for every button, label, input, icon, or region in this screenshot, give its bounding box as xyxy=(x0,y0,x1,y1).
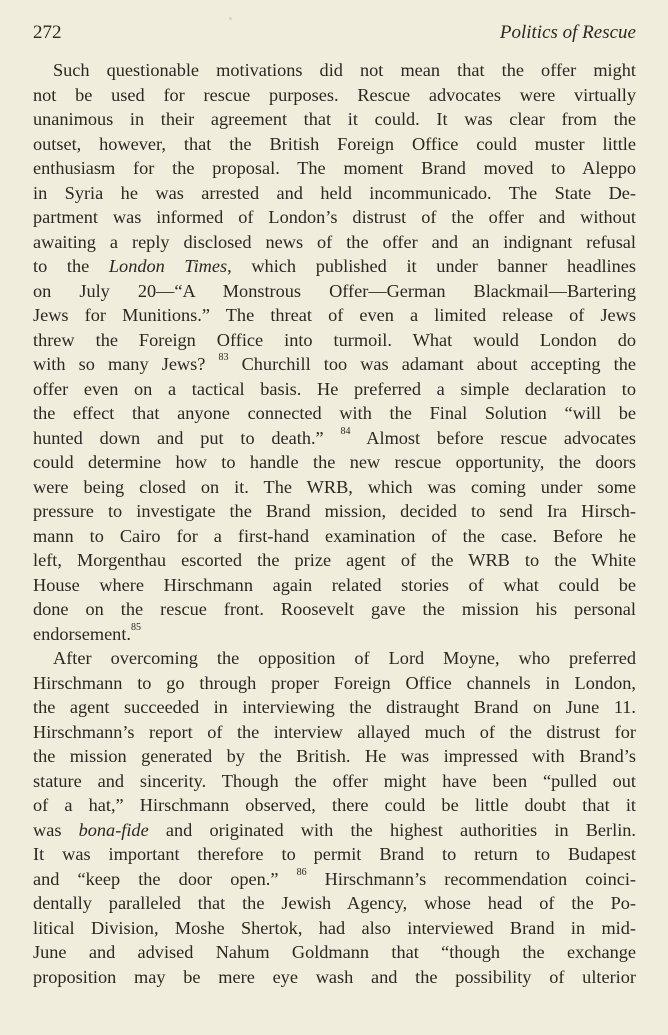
text-run: partment was informed of London’s distrust of the offer and without xyxy=(33,207,636,227)
text-line xyxy=(33,107,636,132)
footnote-ref: 84 xyxy=(340,425,351,437)
text-line xyxy=(33,940,636,965)
text-run: not be used for rescue purposes. Rescue advocates were virtually xyxy=(33,84,636,105)
text-run: outset, however, that the British Foreign Office could muster little xyxy=(33,133,636,154)
text-line xyxy=(33,671,636,696)
text-line xyxy=(33,524,636,549)
text-run: with so many Jews? xyxy=(33,354,219,374)
text-run: , which published it under banner headlines xyxy=(227,256,636,276)
text-line xyxy=(33,377,636,402)
text-run: offer even on a tactical basis. He preferred a simple declaration to xyxy=(33,378,636,399)
text-run: the effect that anyone connected with the Final Solution “will be xyxy=(33,403,636,423)
running-title: Politics of Rescue xyxy=(499,22,636,43)
text-line xyxy=(33,499,636,524)
text-line xyxy=(33,303,636,328)
text-line xyxy=(33,793,636,818)
paragraph xyxy=(33,646,636,989)
text-line xyxy=(33,58,636,83)
text-line xyxy=(33,720,636,745)
text-line xyxy=(33,156,636,181)
text-run: Hirschmann’s recommendation coinci- xyxy=(306,868,636,889)
text-line xyxy=(33,279,636,304)
text-line xyxy=(33,450,636,475)
text-run: in Syria he was arrested and held incommunicado. The State De- xyxy=(33,182,636,203)
text-run: awaiting a reply disclosed news of the offer and an indignant refusal xyxy=(33,231,636,252)
footnote-ref: 85 xyxy=(130,621,141,633)
italic-text: bona-fide xyxy=(78,819,149,840)
text-run: proposition may be mere eye wash and the possibility of ulterior xyxy=(33,966,636,987)
text-run: endorsement. xyxy=(33,623,131,644)
text-line xyxy=(33,254,636,279)
text-run: was xyxy=(33,819,79,840)
text-run: and originated with the highest authorities in Berlin. xyxy=(148,819,636,840)
text-run: pressure to investigate the Brand mission, decided to send Ira Hirsch- xyxy=(33,501,636,521)
text-line xyxy=(33,597,636,622)
text-line xyxy=(33,965,636,990)
text-run: left, Morgenthau escorted the prize agent of the WRB to the White xyxy=(33,550,636,570)
running-head xyxy=(33,18,636,48)
text-line xyxy=(33,132,636,157)
footnote-ref: 83 xyxy=(218,352,229,363)
text-run: unanimous in their agreement that it could. It was clear from the xyxy=(33,109,636,129)
text-run: the mission generated by the British. He was impressed with Brand’s xyxy=(33,746,636,766)
text-line xyxy=(33,916,636,941)
text-line xyxy=(33,352,636,377)
text-line xyxy=(33,622,636,647)
text-line xyxy=(33,744,636,769)
text-run: June and advised Nahum Goldmann that “though the exchange xyxy=(33,942,636,962)
page-number: 272 xyxy=(33,22,62,43)
text-line xyxy=(33,842,636,867)
text-run: threw the Foreign Office into turmoil. What would London do xyxy=(33,329,636,350)
text-line xyxy=(33,573,636,598)
text-run: of a hat,” Hirschmann observed, there could be little doubt that it xyxy=(33,795,636,815)
text-line xyxy=(33,867,636,892)
body-text xyxy=(33,58,636,989)
text-line xyxy=(33,695,636,720)
text-line xyxy=(33,230,636,255)
text-run: Jews for Munitions.” The threat of even a limited release of Jews xyxy=(33,305,636,325)
text-run: After overcoming the opposition of Lord Moyne, who preferred xyxy=(53,648,636,668)
text-line xyxy=(33,548,636,573)
text-line xyxy=(33,426,636,451)
footnote-ref: 86 xyxy=(296,866,307,878)
text-line xyxy=(33,475,636,500)
text-run: stature and sincerity. Though the offer might have been “pulled out xyxy=(33,770,636,791)
text-run: were being closed on it. The WRB, which was coming under some xyxy=(33,476,636,497)
text-run: Almost before rescue advocates xyxy=(350,427,636,448)
text-line xyxy=(33,818,636,843)
text-run: dentally paralleled that the Jewish Agency, whose head of the Po- xyxy=(33,893,636,913)
paragraph xyxy=(33,58,636,646)
text-line xyxy=(33,646,636,671)
text-run: Hirschmann’s report of the interview allayed much of the distrust for xyxy=(33,721,636,742)
text-line xyxy=(33,891,636,916)
text-line xyxy=(33,181,636,206)
text-run: Hirschmann to go through proper Foreign Office channels in London, xyxy=(33,672,636,693)
text-run: could determine how to handle the new rescue opportunity, the doors xyxy=(33,452,636,472)
text-run: enthusiasm for the proposal. The moment Brand moved to Aleppo xyxy=(33,158,636,178)
text-run: and “keep the door open.” xyxy=(33,868,297,889)
text-line xyxy=(33,205,636,230)
italic-text: London Times xyxy=(108,256,228,276)
text-run: House where Hirschmann again related stories of what could be xyxy=(33,574,636,595)
text-run: on July 20—“A Monstrous Offer—German Blackmail—Bartering xyxy=(33,280,636,301)
text-run: Churchill too was adamant about accepting the xyxy=(228,354,636,374)
text-line xyxy=(33,328,636,353)
text-run: It was important therefore to permit Brand to return to Budapest xyxy=(33,844,636,864)
text-line xyxy=(33,83,636,108)
text-run: to the xyxy=(33,256,109,276)
text-line xyxy=(33,769,636,794)
text-line xyxy=(33,401,636,426)
text-run: Such questionable motivations did not mean that the offer might xyxy=(53,60,636,80)
text-run: litical Division, Moshe Shertok, had also interviewed Brand in mid- xyxy=(33,917,636,938)
text-run: hunted down and put to death.” xyxy=(33,427,341,448)
text-run: done on the rescue front. Roosevelt gave the mission his personal xyxy=(33,599,636,619)
text-run: the agent succeeded in interviewing the distraught Brand on June 11. xyxy=(33,697,636,717)
text-run: mann to Cairo for a first-hand examination of the case. Before he xyxy=(33,525,636,546)
